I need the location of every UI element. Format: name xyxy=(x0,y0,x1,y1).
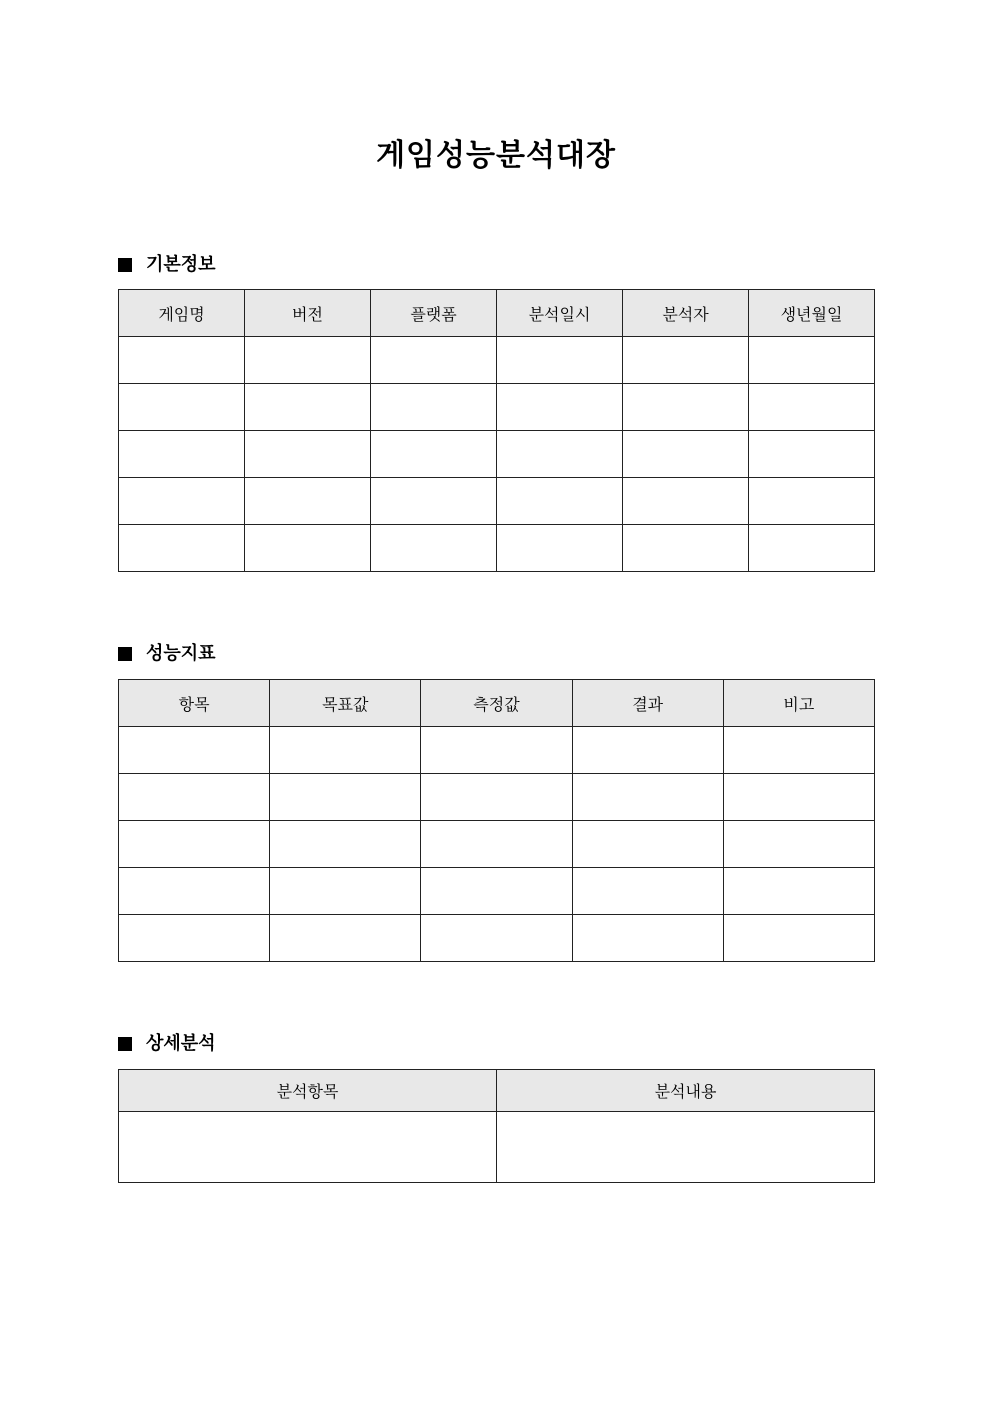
performance-table xyxy=(118,679,875,962)
column-header-analysis-content: 분석내용 xyxy=(497,1070,875,1112)
table-cell[interactable] xyxy=(371,525,497,572)
table-cell[interactable] xyxy=(119,431,245,478)
table-cell[interactable] xyxy=(119,478,245,525)
table-header-row xyxy=(119,290,875,337)
table-cell[interactable] xyxy=(623,431,749,478)
table-cell[interactable] xyxy=(572,821,723,868)
column-header-version: 버전 xyxy=(245,290,371,337)
table-row xyxy=(119,525,875,572)
column-header-analyst: 분석자 xyxy=(623,290,749,337)
table-cell[interactable] xyxy=(270,821,421,868)
table-cell[interactable] xyxy=(270,727,421,774)
table-cell[interactable] xyxy=(119,525,245,572)
table-row xyxy=(119,384,875,431)
table-cell[interactable] xyxy=(245,384,371,431)
table-cell[interactable] xyxy=(749,478,875,525)
table-cell[interactable] xyxy=(371,478,497,525)
column-header-game-name: 게임명 xyxy=(119,290,245,337)
table-header-row xyxy=(119,680,875,727)
detail-analysis-table xyxy=(118,1069,875,1183)
column-header-target-value: 목표값 xyxy=(270,680,421,727)
section-heading-basic-info xyxy=(118,253,216,277)
table-row xyxy=(119,478,875,525)
table-cell[interactable] xyxy=(119,868,270,915)
table-cell[interactable] xyxy=(723,774,874,821)
table-cell[interactable] xyxy=(371,384,497,431)
table-cell[interactable] xyxy=(119,384,245,431)
table-row xyxy=(119,774,875,821)
table-row xyxy=(119,868,875,915)
square-bullet-icon xyxy=(118,258,132,272)
table-cell[interactable] xyxy=(245,431,371,478)
table-cell[interactable] xyxy=(119,821,270,868)
table-cell[interactable] xyxy=(421,868,572,915)
table-cell[interactable] xyxy=(497,1112,875,1183)
table-cell[interactable] xyxy=(270,915,421,962)
table-cell[interactable] xyxy=(119,774,270,821)
table-cell[interactable] xyxy=(623,384,749,431)
document-title: 게임성능분석대장 xyxy=(376,138,616,173)
table-cell[interactable] xyxy=(623,478,749,525)
section-heading-label: 성능지표 xyxy=(146,643,216,664)
table-cell[interactable] xyxy=(119,1112,497,1183)
table-cell[interactable] xyxy=(245,525,371,572)
table-cell[interactable] xyxy=(749,384,875,431)
table-cell[interactable] xyxy=(421,774,572,821)
table-cell[interactable] xyxy=(119,337,245,384)
table-cell[interactable] xyxy=(497,525,623,572)
square-bullet-icon xyxy=(118,647,132,661)
basic-info-table xyxy=(118,289,875,572)
column-header-platform: 플랫폼 xyxy=(371,290,497,337)
table-cell[interactable] xyxy=(119,727,270,774)
table-row xyxy=(119,727,875,774)
table-cell[interactable] xyxy=(119,915,270,962)
section-heading-performance xyxy=(118,642,216,666)
table-row xyxy=(119,821,875,868)
table-cell[interactable] xyxy=(371,431,497,478)
table-cell[interactable] xyxy=(572,915,723,962)
table-header-row xyxy=(119,1070,875,1112)
table-cell[interactable] xyxy=(497,337,623,384)
table-row xyxy=(119,1112,875,1183)
table-cell[interactable] xyxy=(245,478,371,525)
square-bullet-icon xyxy=(118,1037,132,1051)
column-header-birthdate: 생년월일 xyxy=(749,290,875,337)
table-cell[interactable] xyxy=(572,868,723,915)
column-header-result: 결과 xyxy=(572,680,723,727)
column-header-measured-value: 측정값 xyxy=(421,680,572,727)
column-header-item: 항목 xyxy=(119,680,270,727)
table-cell[interactable] xyxy=(497,478,623,525)
table-cell[interactable] xyxy=(421,915,572,962)
table-cell[interactable] xyxy=(723,868,874,915)
table-cell[interactable] xyxy=(497,384,623,431)
table-cell[interactable] xyxy=(723,821,874,868)
table-cell[interactable] xyxy=(572,774,723,821)
table-cell[interactable] xyxy=(497,431,623,478)
section-heading-label: 기본정보 xyxy=(146,254,216,275)
table-cell[interactable] xyxy=(749,337,875,384)
table-cell[interactable] xyxy=(749,431,875,478)
table-row xyxy=(119,915,875,962)
column-header-remarks: 비고 xyxy=(723,680,874,727)
table-cell[interactable] xyxy=(371,337,497,384)
table-cell[interactable] xyxy=(245,337,371,384)
table-cell[interactable] xyxy=(749,525,875,572)
table-cell[interactable] xyxy=(623,525,749,572)
column-header-analysis-item: 분석항목 xyxy=(119,1070,497,1112)
table-cell[interactable] xyxy=(572,727,723,774)
section-heading-label: 상세분석 xyxy=(146,1033,216,1054)
section-heading-detail-analysis xyxy=(118,1032,216,1056)
table-cell[interactable] xyxy=(623,337,749,384)
table-cell[interactable] xyxy=(723,915,874,962)
table-cell[interactable] xyxy=(723,727,874,774)
table-cell[interactable] xyxy=(270,868,421,915)
column-header-analysis-datetime: 분석일시 xyxy=(497,290,623,337)
table-row xyxy=(119,337,875,384)
table-cell[interactable] xyxy=(421,821,572,868)
table-cell[interactable] xyxy=(270,774,421,821)
table-row xyxy=(119,431,875,478)
table-cell[interactable] xyxy=(421,727,572,774)
